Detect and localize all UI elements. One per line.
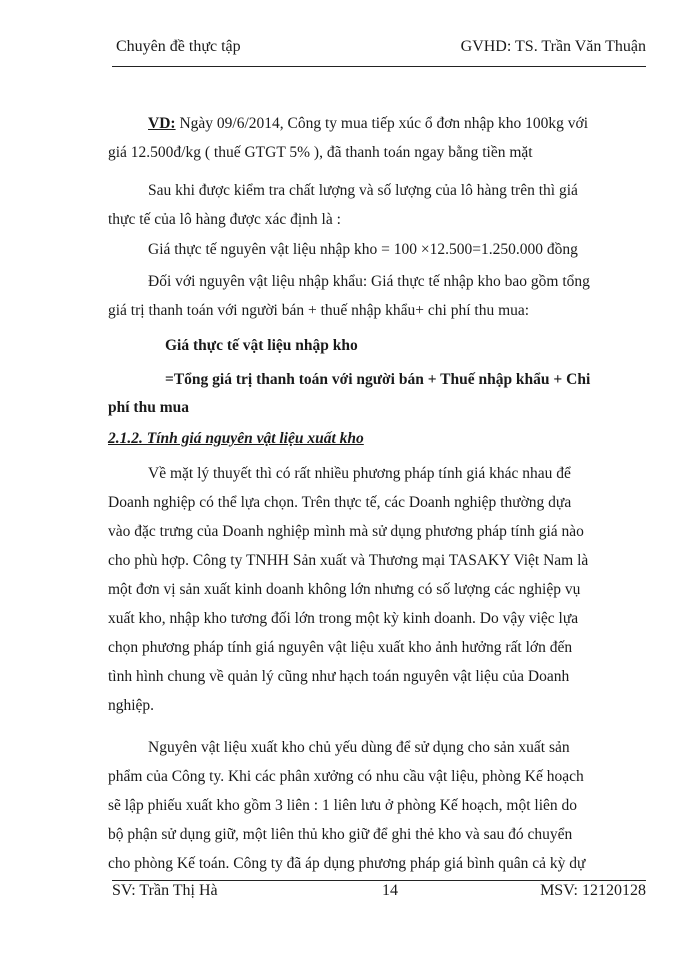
p2-line-1: Đối với nguyên vật liệu nhập khẩu: Giá thực tế nhập kho bao gồm tổng [148, 273, 590, 290]
p4-line: bộ phận sử dụng giữ, một liên thủ kho giữ để ghi thẻ kho và sau đó chuyển [108, 826, 573, 843]
p4-line: cho phòng Kế toán. Công ty đã áp dụng phương pháp giá bình quân cả kỳ dự [108, 855, 586, 872]
footer-rule [112, 880, 646, 881]
p1-line-2: thực tế của lô hàng được xác định là : [108, 211, 341, 228]
formula-import-price: Giá thực tế nguyên vật liệu nhập kho = 100 ×12.500=1.250.000 đồng [148, 241, 578, 258]
formula-2-line-3: phí thu mua [108, 399, 189, 416]
page-number: 14 [382, 882, 398, 899]
p3-line: vào đặc trưng của Doanh nghiệp mình mà sử dụng phương pháp tính giá nào [108, 523, 584, 540]
footer-student: SV: Trần Thị Hà [112, 882, 218, 899]
page-header [116, 38, 646, 64]
p3-line: Về mặt lý thuyết thì có rất nhiều phương pháp tính giá khác nhau để [148, 465, 571, 482]
p3-line: một đơn vị sản xuất kinh doanh không lớn nhưng có số lượng các nghiệp vụ [108, 581, 581, 598]
page-footer [112, 882, 646, 906]
formula-2-line-1: Giá thực tế vật liệu nhập kho [165, 337, 358, 354]
p2-line-2: giá trị thanh toán với người bán + thuế nhập khẩu+ chi phí thu mua: [108, 302, 530, 319]
p1-line-1: Sau khi được kiểm tra chất lượng và số lượng của lô hàng trên thì giá [148, 182, 578, 199]
p3-line: Doanh nghiệp có thể lựa chọn. Trên thực tế, các Doanh nghiệp thường dựa [108, 494, 572, 511]
p3-line: tình hình chung về quản lý cũng như hạch toán nguyên vật liệu của Doanh [108, 668, 570, 685]
section-heading: 2.1.2. Tính giá nguyên vật liệu xuất kho [108, 430, 364, 447]
header-rule [112, 66, 646, 67]
vd-label: VD: [148, 115, 176, 132]
vd-line-1 [148, 115, 638, 133]
p4-line: phẩm của Công ty. Khi các phân xưởng có nhu cầu vật liệu, phòng Kế hoạch [108, 768, 584, 785]
header-advisor: GVHD: TS. Trần Văn Thuận [460, 38, 646, 55]
header-left-title: Chuyên đề thực tập [116, 38, 241, 55]
p4-line: Nguyên vật liệu xuất kho chủ yếu dùng để sử dụng cho sản xuất sản [148, 739, 570, 756]
p3-line: cho phù hợp. Công ty TNHH Sản xuất và Thương mại TASAKY Việt Nam là [108, 552, 589, 569]
formula-2-line-2: =Tổng giá trị thanh toán với người bán + Thuế nhập khẩu + Chi [165, 371, 591, 388]
vd-line-1-text: Ngày 09/6/2014, Công ty mua tiếp xúc ổ đơn nhập kho 100kg với [179, 115, 589, 132]
p3-line: chọn phương pháp tính giá nguyên vật liệu xuất kho ảnh hưởng rất lớn đến [108, 639, 573, 656]
footer-student-id: MSV: 12120128 [540, 882, 646, 899]
p4-line: sẽ lập phiếu xuất kho gồm 3 liên : 1 liên lưu ở phòng Kế hoạch, một liên do [108, 797, 578, 814]
p3-line: xuất kho, nhập kho tương đối lớn trong một kỳ kinh doanh. Do vậy việc lựa [108, 610, 579, 627]
vd-line-2: giá 12.500đ/kg ( thuế GTGT 5% ), đã thanh toán ngay bằng tiền mặt [108, 144, 533, 161]
p3-line: nghiệp. [108, 697, 155, 714]
